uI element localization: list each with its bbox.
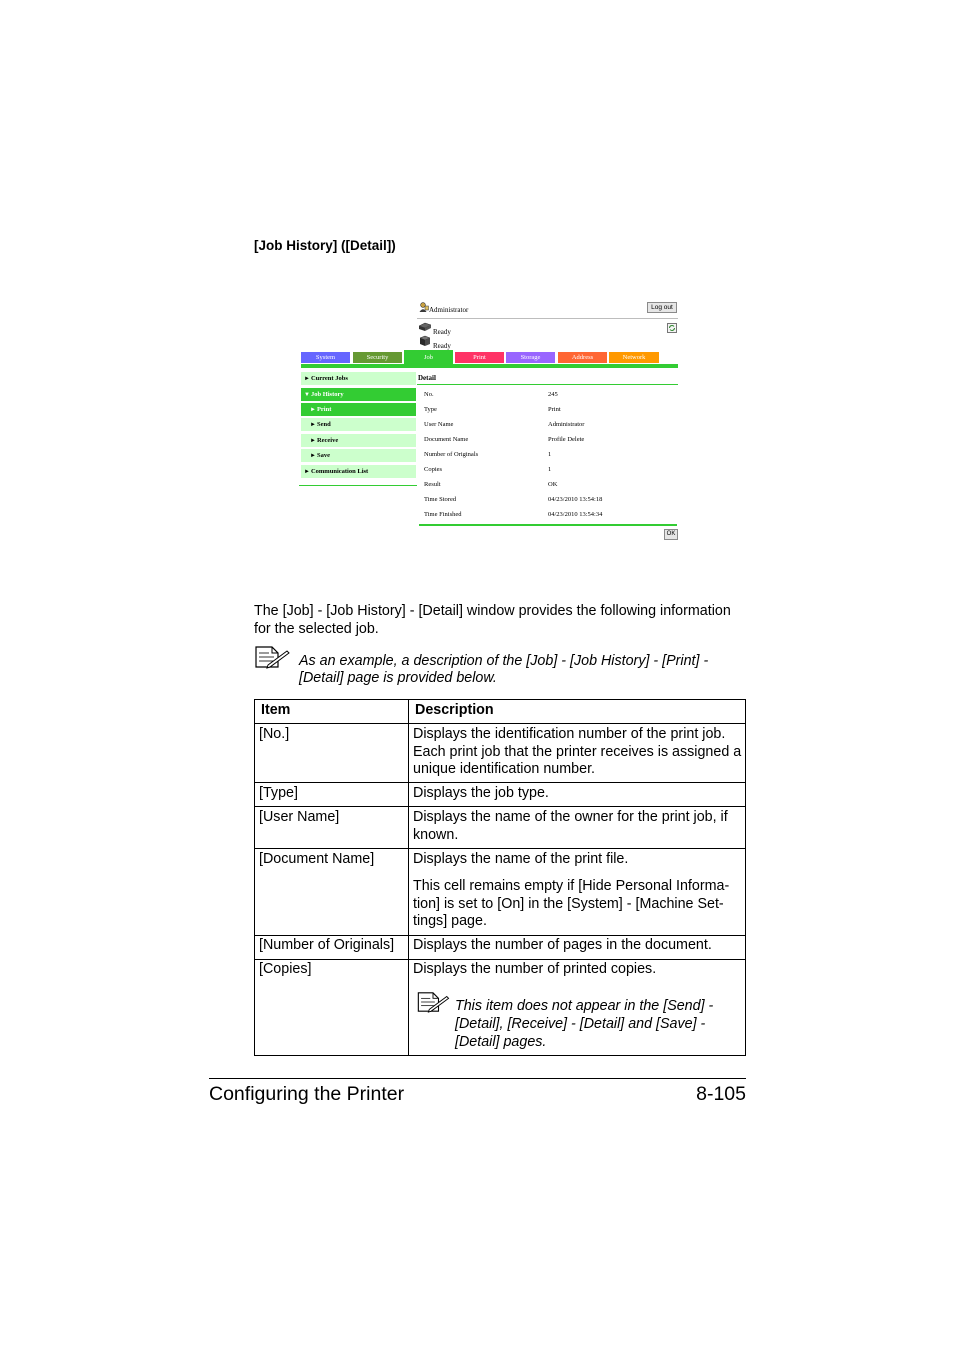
tab-storage[interactable]: Storage [506, 352, 555, 363]
ok-button[interactable]: OK [664, 529, 678, 540]
detail-label: Number of Originals [424, 451, 479, 458]
detail-value: Profile Delete [548, 436, 585, 443]
refresh-icon[interactable] [667, 323, 677, 333]
tab-system[interactable]: System [301, 352, 350, 363]
table-cell-description: Displays the number of pages in the document. [413, 937, 712, 953]
table-cell-description: unique identification number. [413, 761, 596, 777]
nav-send[interactable]: ►Send [301, 418, 416, 431]
detail-value: Administrator [548, 421, 585, 428]
chevron-right-icon: ► [304, 376, 310, 382]
note-icon [416, 991, 450, 1013]
detail-value: 04/23/2010 13:54:34 [548, 511, 603, 518]
table-row-divider [255, 959, 745, 960]
note-text: As an example, a description of the [Job] - [Job History] - [Print] - [299, 653, 709, 669]
table-cell-description: Displays the job type. [413, 785, 549, 801]
table-cell-description: Displays the name of the owner for the print job, if [413, 809, 728, 825]
info-table [254, 699, 746, 1056]
user-label: Administrator [429, 306, 469, 314]
table-row-divider [255, 848, 745, 849]
detail-label: Time Finished [424, 511, 462, 518]
table-cell-description: tion] is set to [On] in the [System] - [Machine Set- [413, 896, 724, 912]
footer-title: Configuring the Printer [209, 1083, 405, 1105]
table-column-divider [408, 700, 409, 1055]
intro-text: The [Job] - [Job History] - [Detail] window provides the following information [254, 603, 731, 619]
table-row-divider [255, 806, 745, 807]
tab-print[interactable]: Print [455, 352, 504, 363]
logout-button[interactable]: Log out [647, 302, 677, 313]
detail-label: Document Name [424, 436, 469, 443]
table-cell-item: [Copies] [259, 961, 312, 977]
page-number: 8-105 [696, 1083, 746, 1105]
detail-value: 1 [548, 466, 552, 473]
tab-network[interactable]: Network [609, 352, 659, 363]
detail-label: Result [424, 481, 441, 488]
table-cell-description: tings] page. [413, 913, 487, 929]
table-row-divider [255, 935, 745, 936]
table-cell-item: [No.] [259, 726, 290, 742]
detail-label: User Name [424, 421, 454, 428]
detail-label: Time Stored [424, 496, 457, 503]
table-cell-description: known. [413, 827, 459, 843]
detail-divider [419, 524, 677, 526]
header-divider [417, 318, 678, 319]
nav-print[interactable]: ►Print [301, 403, 416, 416]
detail-value: OK [548, 481, 558, 488]
chevron-down-icon: ▼ [304, 392, 310, 398]
section-heading: [Job History] ([Detail]) [254, 238, 396, 253]
table-row-divider [255, 723, 745, 724]
table-cell-description: Displays the number of printed copies. [413, 961, 657, 977]
tab-address[interactable]: Address [558, 352, 607, 363]
detail-label: Copies [424, 466, 443, 473]
chevron-right-icon: ► [310, 407, 316, 413]
web-ui-screenshot [298, 298, 680, 546]
nav-job-history[interactable]: ▼Job History [301, 388, 416, 401]
table-cell-description: Each print job that the printer receives is assigned a [413, 744, 742, 760]
intro-text: for the selected job. [254, 621, 379, 637]
footer-rule [209, 1078, 746, 1079]
detail-title-divider [417, 384, 678, 385]
detail-label: No. [424, 391, 434, 398]
chevron-right-icon: ► [310, 422, 316, 428]
table-cell-description: Displays the name of the print file. [413, 851, 629, 867]
user-icon [419, 302, 429, 312]
table-row-divider [255, 782, 745, 783]
nav-current-jobs[interactable]: ►Current Jobs [301, 372, 416, 385]
table-header-item: Item [261, 702, 291, 718]
printer-icon [418, 322, 432, 332]
table-cell-item: [Document Name] [259, 851, 375, 867]
chevron-right-icon: ► [310, 453, 316, 459]
tab-security[interactable]: Security [353, 352, 402, 363]
chevron-right-icon: ► [310, 438, 316, 444]
finisher-status: Ready [433, 342, 451, 350]
nav-receive[interactable]: ►Receive [301, 434, 416, 447]
nav-save[interactable]: ►Save [301, 449, 416, 462]
table-cell-description: Displays the identification number of the print job. [413, 726, 726, 742]
detail-label: Type [424, 406, 437, 413]
table-header-description: Description [415, 702, 494, 718]
finisher-icon [418, 335, 432, 347]
chevron-right-icon: ► [304, 469, 310, 475]
detail-value: 04/23/2010 13:54:18 [548, 496, 603, 503]
table-note-text: [Detail], [Receive] - [Detail] and [Save] - [455, 1016, 706, 1032]
table-cell-item: [Number of Originals] [259, 937, 395, 953]
printer-status: Ready [433, 328, 451, 336]
tab-job[interactable]: Job [404, 350, 453, 366]
detail-title: Detail [418, 374, 436, 382]
tab-bar-underline [301, 364, 678, 368]
table-cell-item: [Type] [259, 785, 298, 801]
note-icon [254, 645, 290, 669]
table-note-text: This item does not appear in the [Send] - [455, 998, 714, 1014]
detail-value: Print [548, 406, 561, 413]
table-cell-item: [User Name] [259, 809, 340, 825]
nav-divider [299, 485, 417, 486]
table-note-text: [Detail] pages. [455, 1034, 547, 1050]
detail-value: 1 [548, 451, 552, 458]
note-text: [Detail] page is provided below. [299, 670, 497, 686]
nav-communication-list[interactable]: ►Communication List [301, 465, 416, 478]
table-cell-description: This cell remains empty if [Hide Personal Informa- [413, 878, 730, 894]
detail-value: 245 [548, 391, 558, 398]
